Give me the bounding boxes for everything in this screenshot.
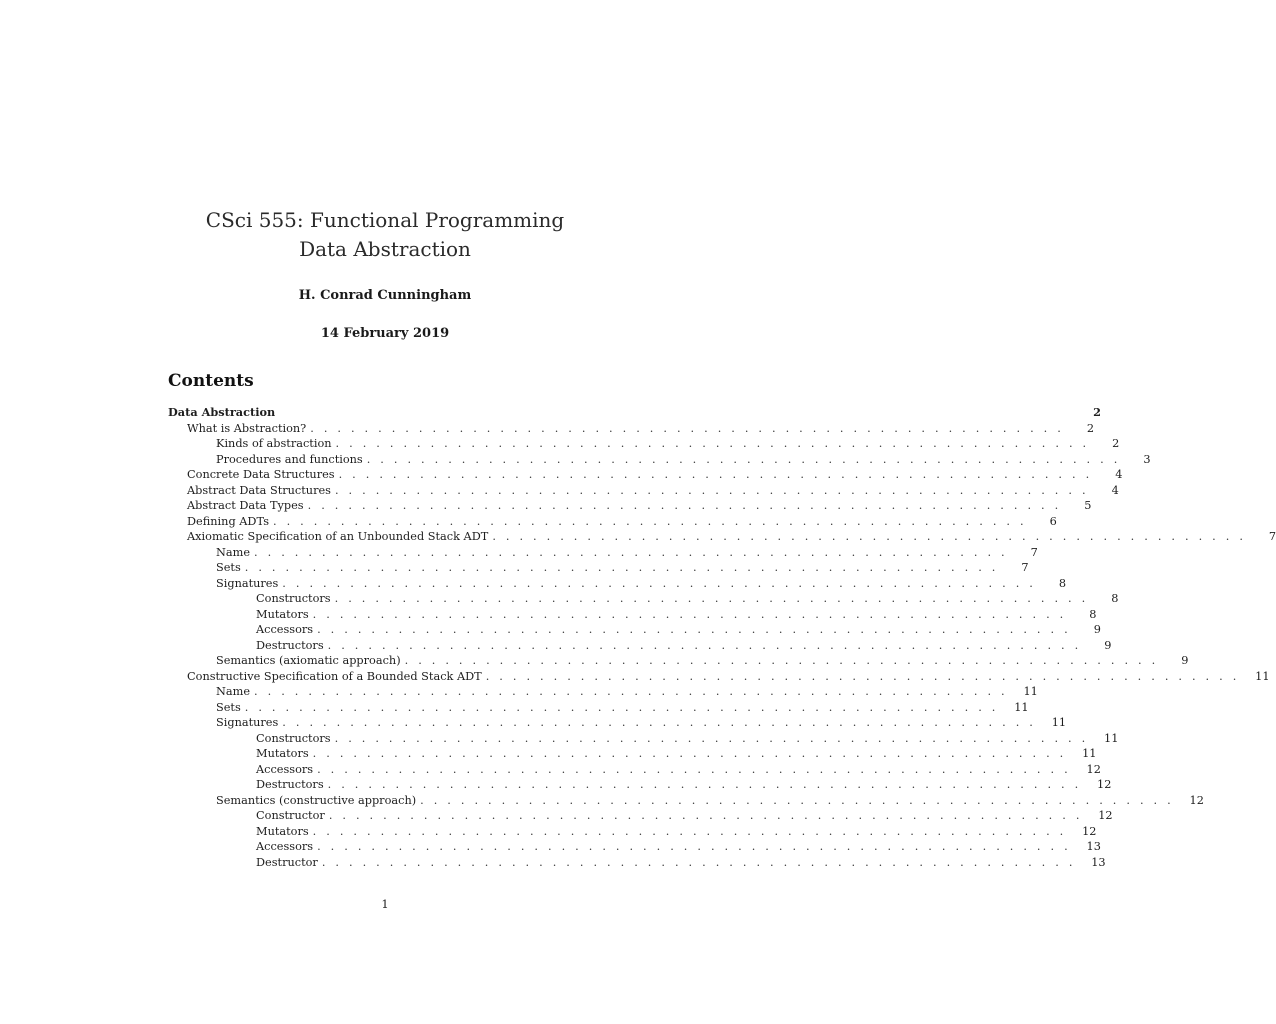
toc-entry-page: 9 [1181, 654, 1189, 667]
toc-entry[interactable] [168, 498, 1092, 514]
toc-entry[interactable] [168, 576, 1067, 592]
toc-leader-dots: . . . . . . . . . . . . . . . . . . . . . . . . . . . . . . . . . . . . . . . . . . . . . . . . . . . . . . . . [334, 731, 1089, 745]
toc-entry-label: Semantics (constructive approach) [216, 793, 417, 807]
toc-entry-label: What is Abstraction? [187, 421, 307, 435]
toc-entry[interactable] [168, 777, 1112, 793]
toc-entry[interactable] [168, 591, 1119, 607]
toc-entry[interactable] [168, 405, 1102, 421]
toc-entry-label: Data Abstraction [168, 405, 276, 419]
toc-entry[interactable] [168, 529, 1276, 545]
toc-leader-dots: . . . . . . . . . . . . . . . . . . . . . . . . . . . . . . . . . . . . . . . . . . . . . . . . . . . . . . . . [310, 421, 1065, 435]
toc-entry-label: Mutators [256, 824, 309, 838]
toc-leader-dots: . . . . . . . . . . . . . . . . . . . . . . . . . . . . . . . . . . . . . . . . . . . . . . . . . . . . . . . . [317, 762, 1071, 776]
toc-entry-page: 13 [1091, 855, 1106, 869]
toc-entry-page: 9 [1104, 638, 1112, 652]
toc-entry[interactable] [168, 452, 1151, 468]
toc-entry-page: 7 [1268, 530, 1276, 543]
toc-entry-page: 8 [1058, 576, 1067, 590]
toc-leader-dots: . . . . . . . . . . . . . . . . . . . . . . . . . . . . . . . . . . . . . . . . . . . . . . . . . . . . . . . . [485, 669, 1240, 683]
toc-entry-page: 12 [1098, 809, 1113, 822]
toc-entry-page: 5 [1084, 499, 1092, 512]
toc-entry[interactable] [168, 731, 1119, 747]
toc-entry-page: 11 [1082, 747, 1097, 760]
toc-entry[interactable] [168, 514, 1057, 530]
toc-leader-dots: . . . . . . . . . . . . . . . . . . . . . . . . . . . . . . . . . . . . . . . . . . . . . . . . . . . . . . . . [312, 747, 1067, 760]
toc-entry[interactable] [168, 607, 1097, 623]
toc-leader-dots: . . . . . . . . . . . . . . . . . . . . . . . . . . . . . . . . . . . . . . . . . . . . . . . . . . . . . . . . [404, 654, 1159, 667]
toc-entry-label: Abstract Data Structures [187, 483, 331, 497]
page-number: 1 [381, 897, 389, 911]
toc-entry-page: 11 [1104, 731, 1119, 745]
toc-leader-dots: . . . . . . . . . . . . . . . . . . . . . . . . . . . . . . . . . . . . . . . . . . . . . . . . . . . . . . . . [321, 855, 1076, 869]
toc-leader-dots: . . . . . . . . . . . . . . . . . . . . . . . . . . . . . . . . . . . . . . . . . . . . . . . . . . . . . . . . [328, 809, 1083, 822]
toc-entry-label: Signatures [216, 576, 279, 590]
toc-entry-label: Signatures [216, 716, 279, 729]
toc-leader-dots: . . . . . . . . . . . . . . . . . . . . . . . . . . . . . . . . . . . . . . . . . . . . . . . . . . . . . . . . [307, 499, 1062, 512]
toc-entry-label: Semantics (axiomatic approach) [216, 654, 401, 667]
toc-entry-page: 2 [1112, 437, 1120, 450]
toc-entry-label: Constructors [256, 731, 331, 745]
toc-entry[interactable] [168, 715, 1067, 731]
toc-entry[interactable] [168, 483, 1119, 499]
toc-leader-dots: . . . . . . . . . . . . . . . . . . . . . . . . . . . . . . . . . . . . . . . . . . . . . . . . . . . . . . . . [317, 840, 1071, 853]
toc-leader-dots: . . . . . . . . . . . . . . . . . . . . . . . . . . . . . . . . . . . . . . . . . . . . . . . . . . . . . . . . [420, 793, 1174, 807]
toc-entry-label: Name [216, 685, 251, 698]
toc-entry-page: 9 [1093, 623, 1101, 636]
toc-entry-label: Abstract Data Types [187, 499, 304, 512]
toc-entry-label: Constructor [256, 809, 325, 822]
toc-entry-page: 7 [1021, 561, 1029, 574]
toc-leader-dots: . . . . . . . . . . . . . . . . . . . . . . . . . . . . . . . . . . . . . . . . . . . . . . . . . . . . . . . . [335, 437, 1090, 450]
toc-entry-label: Constructive Specification of a Bounded Stack ADT [187, 669, 482, 683]
toc-entry-page: 8 [1089, 607, 1097, 621]
toc-entry-page: 7 [1030, 545, 1038, 559]
toc-entry[interactable] [168, 855, 1106, 871]
toc-entry-label: Concrete Data Structures [187, 468, 335, 481]
toc-entry[interactable] [168, 793, 1204, 809]
toc-leader-dots: . . . . . . . . . . . . . . . . . . . . . . . . . . . . . . . . . . . . . . . . . . . . . . . . . . . . . . . . [327, 638, 1082, 652]
toc-leader-dots: . . . . . . . . . . . . . . . . . . . . . . . . . . . . . . . . . . . . . . . . . . . . . . . . . . . . . . . . [317, 623, 1071, 636]
toc-entry-page: 12 [1082, 824, 1097, 838]
toc-leader-dots: . . . . . . . . . . . . . . . . . . . . . . . . . . . . . . . . . . . . . . . . . . . . . . . . . . . . . . . . [312, 607, 1067, 621]
toc-entry-page: 3 [1143, 452, 1151, 466]
toc-entry-page: 2 [1093, 405, 1102, 419]
toc-entry[interactable] [168, 684, 1038, 700]
toc-entry-label: Destructors [256, 778, 324, 791]
toc-leader-dots: . . . . . . . . . . . . . . . . . . . . . . . . . . . . . . . . . . . . . . . . . . . . . . . . . . . . . . . . [244, 561, 999, 574]
toc-entry[interactable] [168, 653, 1189, 669]
toc-entry-label: Constructors [256, 592, 331, 605]
toc-entry-page: 2 [1086, 421, 1095, 435]
toc-leader-dots: . . . . . . . . . . . . . . . . . . . . . . . . . . . . . . . . . . . . . . . . . . . . . . . . . . . . . . . . [244, 700, 999, 714]
toc-entry-label: Sets [216, 561, 241, 574]
toc-entry[interactable] [168, 824, 1097, 840]
toc-entry-page: 4 [1111, 483, 1119, 497]
toc-entry-label: Axiomatic Specification of an Unbounded Stack ADT [187, 530, 489, 543]
title-line-2: Data Abstraction [299, 237, 471, 261]
toc-leader-dots: . . . . . . . . . . . . . . . . . . . . . . . . . . . . . . . . . . . . . . . . . . . . . . . . . . . . . . . . [366, 452, 1121, 466]
author-name: H. Conrad Cunningham [298, 288, 472, 303]
toc-entry-label: Accessors [256, 840, 314, 853]
toc-leader-dots: . . . . . . . . . . . . . . . . . . . . . . . . . . . . . . . . . . . . . . . . . . . . . . . . . . . . . . . . [338, 468, 1093, 481]
toc-entry-page: 12 [1086, 762, 1101, 776]
toc-entry[interactable] [168, 638, 1112, 654]
toc-entry[interactable] [168, 436, 1120, 452]
document-date: 14 February 2019 [320, 326, 450, 341]
toc-entry-page: 8 [1111, 592, 1119, 605]
toc-entry[interactable] [168, 700, 1029, 716]
toc-entry[interactable] [168, 622, 1101, 638]
toc-entry-label: Mutators [256, 747, 309, 760]
toc-entry-label: Defining ADTs [187, 514, 269, 528]
title-line-1: CSci 555: Functional Programming [205, 208, 565, 232]
toc-entry-page: 6 [1049, 514, 1057, 528]
toc-entry-label: Destructors [256, 638, 324, 652]
table-of-contents [168, 405, 1276, 870]
toc-entry-label: Mutators [256, 607, 309, 621]
toc-entry-label: Kinds of abstraction [216, 437, 332, 450]
toc-leader-dots: . . . . . . . . . . . . . . . . . . . . . . . . . . . . . . . . . . . . . . . . . . . . . . . . . . . . . . . . [282, 576, 1037, 590]
toc-entry[interactable] [168, 560, 1029, 576]
toc-leader-dots: . . . . . . . . . . . . . . . . . . . . . . . . . . . . . . . . . . . . . . . . . . . . . . . . . . . . . . . . [254, 545, 1008, 559]
toc-entry[interactable] [168, 762, 1101, 778]
toc-leader-dots: . . . . . . . . . . . . . . . . . . . . . . . . . . . . . . . . . . . . . . . . . . . . . . . . . . . . . . . . [327, 778, 1082, 791]
toc-entry[interactable] [168, 467, 1123, 483]
toc-entry[interactable] [168, 746, 1097, 762]
toc-entry[interactable] [168, 669, 1270, 685]
toc-entry[interactable] [168, 421, 1095, 437]
toc-entry-label: Destructor [256, 855, 318, 869]
toc-entry-page: 11 [1023, 685, 1038, 698]
toc-leader-dots: . . . . . . . . . . . . . . . . . . . . . . . . . . . . . . . . . . . . . . . . . . . . . . . . . . . . . . . . [312, 824, 1067, 838]
toc-leader-dots: . . . . . . . . . . . . . . . . . . . . . . . . . . . . . . . . . . . . . . . . . . . . . . . . . . . . . . . . [492, 530, 1247, 543]
document-title [0, 206, 770, 264]
toc-entry-label: Procedures and functions [216, 452, 363, 466]
toc-leader-dots: . . . . . . . . . . . . . . . . . . . . . . . . . . . . . . . . . . . . . . . . . . . . . . . . . . . . . . . . [334, 483, 1089, 497]
toc-leader-dots: . . . . . . . . . . . . . . . . . . . . . . . . . . . . . . . . . . . . . . . . . . . . . . . . . . . . . . . . [334, 592, 1089, 605]
toc-leader-dots: . . . . . . . . . . . . . . . . . . . . . . . . . . . . . . . . . . . . . . . . . . . . . . . . . . . . . . . . [282, 716, 1037, 729]
toc-entry-label: Sets [216, 700, 241, 714]
toc-leader-dots: . . . . . . . . . . . . . . . . . . . . . . . . . . . . . . . . . . . . . . . . . . . . . . . . . . . . . . . . [254, 685, 1008, 698]
toc-entry-page: 12 [1189, 793, 1204, 807]
toc-entry-page: 11 [1014, 700, 1029, 714]
toc-entry-page: 11 [1255, 669, 1270, 683]
toc-entry-page: 12 [1097, 778, 1112, 791]
toc-entry-page: 13 [1086, 840, 1101, 853]
toc-leader-dots: . . . . . . . . . . . . . . . . . . . . . . . . . . . . . . . . . . . . . . . . . . . . . . . . . . . . . . . . [273, 514, 1027, 528]
toc-entry-page: 4 [1115, 468, 1123, 481]
toc-entry-label: Accessors [256, 623, 314, 636]
toc-entry[interactable] [168, 545, 1038, 561]
toc-entry-page: 11 [1051, 716, 1067, 729]
toc-entry[interactable] [168, 839, 1101, 855]
toc-entry-label: Name [216, 545, 251, 559]
toc-entry[interactable] [168, 808, 1113, 824]
toc-entry-label: Accessors [256, 762, 314, 776]
contents-heading: Contents [168, 371, 254, 391]
